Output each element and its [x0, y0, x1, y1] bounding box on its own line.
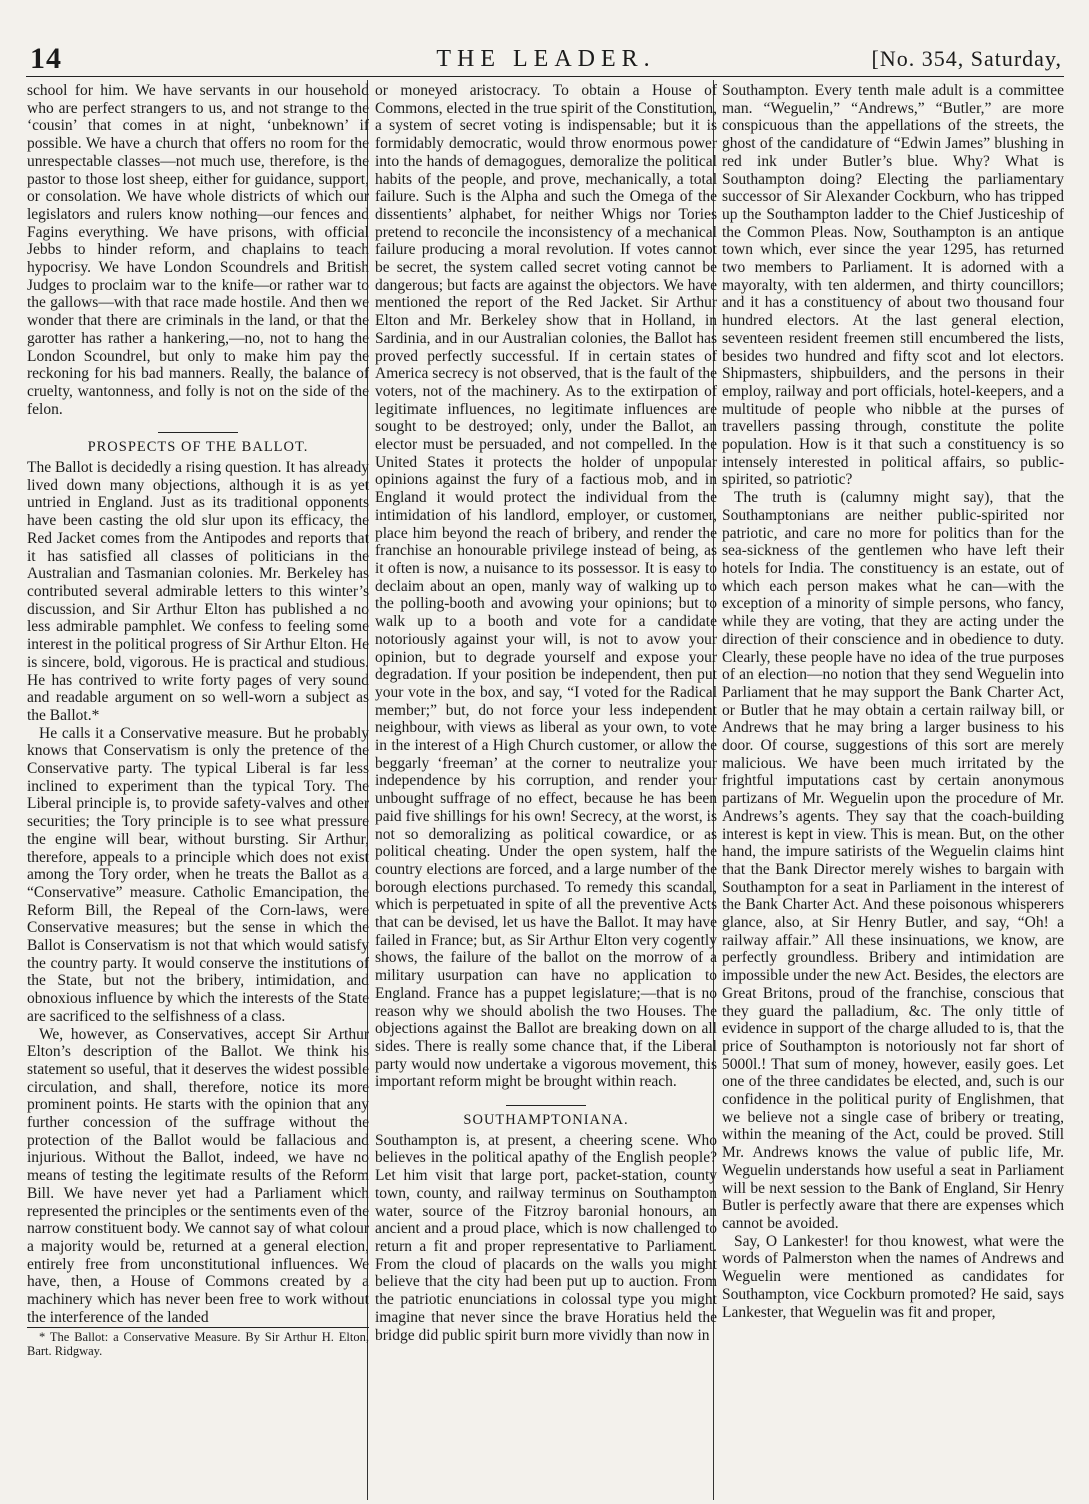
paragraph: or moneyed aristocracy. To obtain a House of Commons, elected in the true spirit of the Constitution, a system of secret voting is indispensable; but it is formidably democratic, would throw enormous power into the hands of demagogues, demoralize the political habits of the people, and prove, mechanically, a total failure. Such is the Alpha and such the Omega of the dissentients’ alphabet, for neither Whigs nor Tories pretend to reconcile the inconsistency of a mechanical failure producing a moral revolution. If votes cannot be secret, the system called secret voting cannot be dangerous; but facts are against the objectors. We have mentioned the report of the Red Jacket. Sir Arthur Elton and Mr. Berkeley show that in Holland, in Sardinia, and in our Australian colonies, the Ballot has proved perfectly successful. If in certain states of America secrecy is not observed, that is the fault of the voters, not of the machinery. As to the extirpation of legitimate influences, no legitimate influences are sought to be destroyed; only, under the Ballot, an elector must be persuaded, and not compelled. In the United States it protects the holder of unpopular opinions against the fury of a factious mob, and in England it would protect the individual from the intimidation of his landlord, employer, or customer, place him beyond the reach of bribery, and render the franchise an honourable privilege instead of being, as it often is now, a nuisance to its possessor. It is easy to declaim about an open, manly way of walking up to the polling-booth and avowing your opinions; but to walk up to a booth and vote for a candidate notoriously against your will, is not to avow your opinion, but to degrade yourself and expose your degradation. If your position be independent, then put your vote in the box, and say, “I voted for the Radical member;” but, do not force your less independent neighbour, with views as liberal as your own, to vote in the interest of a High Church customer, or allow the beggarly ‘freeman’ at the corner to neutralize your independence by his corruption, and render your unbought suffrage of no effect, because he has been paid five shillings for his own! Secrecy, at the worst, is not so demoralizing as political cowardice, or as political cheating. Under the open system, half the country elections are forced, and a large number of the borough elections purchased. To remedy this scandal, which is perpetuated in spite of all the preventive Acts that can be devised, let us have the Ballot. It may have failed in France; but, as Sir Arthur Elton very cogently shows, the failure of the ballot on the morrow of a military usurpation can have no application to England. France has a puppet legislature;—that is no reason why we should abolish the two Houses. The objections against the Ballot are breaking down on all sides. There is really some chance that, if the Liberal party would now undertake a vigorous movement, this important reform might be brought within reach. [375, 82, 717, 1091]
paragraph: We, however, as Conservatives, accept Sir Arthur Elton’s description of the Ballot. We think his statement so useful, that it deserves the widest possible circulation, and shall, therefore, notice its more prominent points. He starts with the opinion that any further concession of the suffrage without the protection of the Ballot would be fallacious and injurious. Without the Ballot, indeed, we have no means of testing the legitimate results of the Reform Bill. We have never yet had a Parliament which represented the principles or the sentiments even of the narrow constituent body. We cannot say of what colour a majority would be, returned at a general election, entirely free from unconstitutional influences. We have, then, a House of Commons created by a machinery which has never been free to work without the interference of the landed [27, 1025, 369, 1326]
paragraph: The truth is (calumny might say), that the Southamptonians are neither public-spirited nor patriotic, and care no more for politics than for the sea-sickness of the gentlemen who have left their hotels for India. The constituency is an estate, out of which each person makes what he can—with the exception of a minority of simple persons, who fancy, while they are voting, that they are acting under the direction of their conscience and in obedience to duty. Clearly, these people have no idea of the true purposes of an election—no notion that they send Weguelin into Parliament that he may support the Bank Charter Act, or Butler that he may obtain a certain railway bill, or Andrews that he may bring a larger business to his door. Of course, suggestions of this sort are merely malicious. We have been much irritated by the frightful imputations cast by certain anonymous partizans of Mr. Weguelin upon the procedure of Mr. Andrews’s agents. They say that the coach-building interest is kept in view. This is mean. But, on the other hand, the impure satirists of the Weguelin claims hint that the Bank Director merely wishes to bargain with Southampton for a seat in Parliament in the interest of the Bank Charter Act. And these poisonous whisperers glance, also, at Sir Henry Butler, and say, “Oh! a railway affair.” All these insinuations, we know, are perfectly groundless. Bribery and intimidation are impossible under the new Act. Besides, the electors are Great Britons, proud of the franchise, conscious that they guard the palladium, &c. The only tittle of evidence in support of the charge alluded to is, that the price of Southampton is notoriously not far short of 5000l.! That sum of money, however, easily goes. Let one of the three candidates be elected, and, such is our confidence in the political purity of Englishmen, that we believe not a single case of bribery or treating, within the meaning of the Act, could be proved. Still Mr. Andrews knows the value of public life, Mr. Weguelin understands how useful a seat in Parliament will be next session to the Bank of England, Sir Henry Butler is perfectly aware that there are expenses which cannot be avoided. [722, 489, 1064, 1232]
section-separator [506, 1105, 586, 1106]
header-rule [26, 76, 1064, 77]
column-3 [722, 82, 1064, 1502]
paragraph: Say, O Lankester! for thou knowest, what were the words of Palmerston when the names of Andrews and Weguelin were mentioned as candidates for Southampton, vice Cockburn promoted? He said, says Lankester, that Weguelin was fit and proper, [722, 1232, 1064, 1321]
article-heading: PROSPECTS OF THE BALLOT. [87, 439, 309, 456]
paragraph: He calls it a Conservative measure. But he probably knows that Conservatism is only the pretence of the Conservative party. The typical Liberal is far less inclined to experiment than the typical Tory. The Liberal principle is, to provide safety-valves and other securities; the Tory principle is to see what pressure the engine will bear, without bursting. Sir Arthur, therefore, appeals to a principle which does not exist among the Tory order, when he treats the Ballot as a “Conservative” measure. Catholic Emancipation, the Reform Bill, the Repeal of the Corn-laws, were Conservative measures; but the sense in which the Ballot is Conservatism is not that which would satisfy the country party. It would conserve the institutions of the State, but not the bribery, intimidation, and obnoxious influence by which the interests of the State are sacrificed to the selfishness of a class. [27, 724, 369, 1025]
paragraph: school for him. We have servants in our household who are perfect strangers to us, and not strange to the ‘cousin’ that comes in at night, ‘unbeknown’ if possible. We have a church that offers no room for the unrespectable classes—not much use, therefore, is the pastor to those lost sheep, either for guidance, support, or consolation. We have whole districts of which our legislators and rulers know nothing—our fences and Fagins everything. We have prisons, with official Jebbs to hinder reform, and chaplains to teach hypocrisy. We have London Scoundrels and British Judges to proclaim war to the knife—or rather war to the gallows—with that race made hostile. And then we wonder that there are criminals in the land, or that the garotter has rather a hankering,—no, not to hang the London Scoundrel, but only to make him pay the reckoning for his bad manners. Really, the balance of cruelty, wantonness, and folly is not on the side of the felon. [27, 82, 369, 418]
page-number: 14 [30, 42, 62, 75]
paragraph: Southampton is, at present, a cheering scene. Who believes in the political apathy of the English people? Let him visit that large port, packet-station, county town, county, and railway terminus on Southampton water, source of the Fitzroy baronial honours, an ancient and a proud place, which is now challenged to return a fit and proper representative to Parliament. From the cloud of placards on the walls you might believe that the city had been put up to auction. From the patriotic enunciations in colossal type you might imagine that never since the brave Horatius held the bridge did public spirit burn more vividly than now in [375, 1131, 717, 1344]
column-1 [27, 82, 369, 1502]
footnote: * The Ballot: a Conservative Measure. By Sir Arthur H. Elton, Bart. Ridgway. [27, 1327, 369, 1358]
masthead-title: THE LEADER. [436, 46, 656, 72]
paragraph: The Ballot is decidedly a rising question. It has already lived down many objections, although it is as yet untried in England. Just as its traditional opponents have been casting the old slur upon its efficacy, the Red Jacket comes from the Antipodes and reports that it has satisfied all classes of politicians in the Australian and Tasmanian colonies. Mr. Berkeley has contributed several admirable letters to this winter’s discussion, and Sir Arthur Elton has published a no less admirable pamphlet. We confess to feeling some interest in the political progress of Sir Arthur Elton. He is sincere, bold, vigorous. He is practical and studious. He has contrived to write forty pages of very sound and readable argument on so well-worn a subject as the Ballot.* [27, 459, 369, 724]
page-header [26, 42, 1066, 76]
column-2 [375, 82, 717, 1502]
issue-info: [No. 354, Saturday, [871, 46, 1062, 71]
paragraph: Southampton. Every tenth male adult is a committee man. “Weguelin,” “Andrews,” “Butler,” are more conspicuous than the appellations of the streets, the ghost of the candidature of “Edwin James” blushing in red ink under Butler’s blue. Why? What is Southampton doing? Electing the parliamentary successor of Sir Alexander Cockburn, who has tripped up the Southampton ladder to the Chief Justiceship of the Common Pleas. Now, Southampton is an antique town which, ever since the year 1295, has returned two members to Parliament. It is adorned with a mayoralty, with ten aldermen, and thirty councillors; and it has a constituency of about two thousand four hundred electors. At the last general election, seventeen resident freemen still encumbered the lists, besides two hundred and fifty scot and lot electors. Shipmasters, shipbuilders, and the persons in their employ, railway and port officials, hotel-keepers, and a multitude of people who nibble at the purses of travellers passing through, constitute the polite population. How is it that such a constituency is so intensely interested in political affairs, so public-spirited, so patriotic? [722, 82, 1064, 489]
article-heading: SOUTHAMPTONIANA. [463, 1112, 629, 1129]
section-separator [158, 432, 238, 433]
